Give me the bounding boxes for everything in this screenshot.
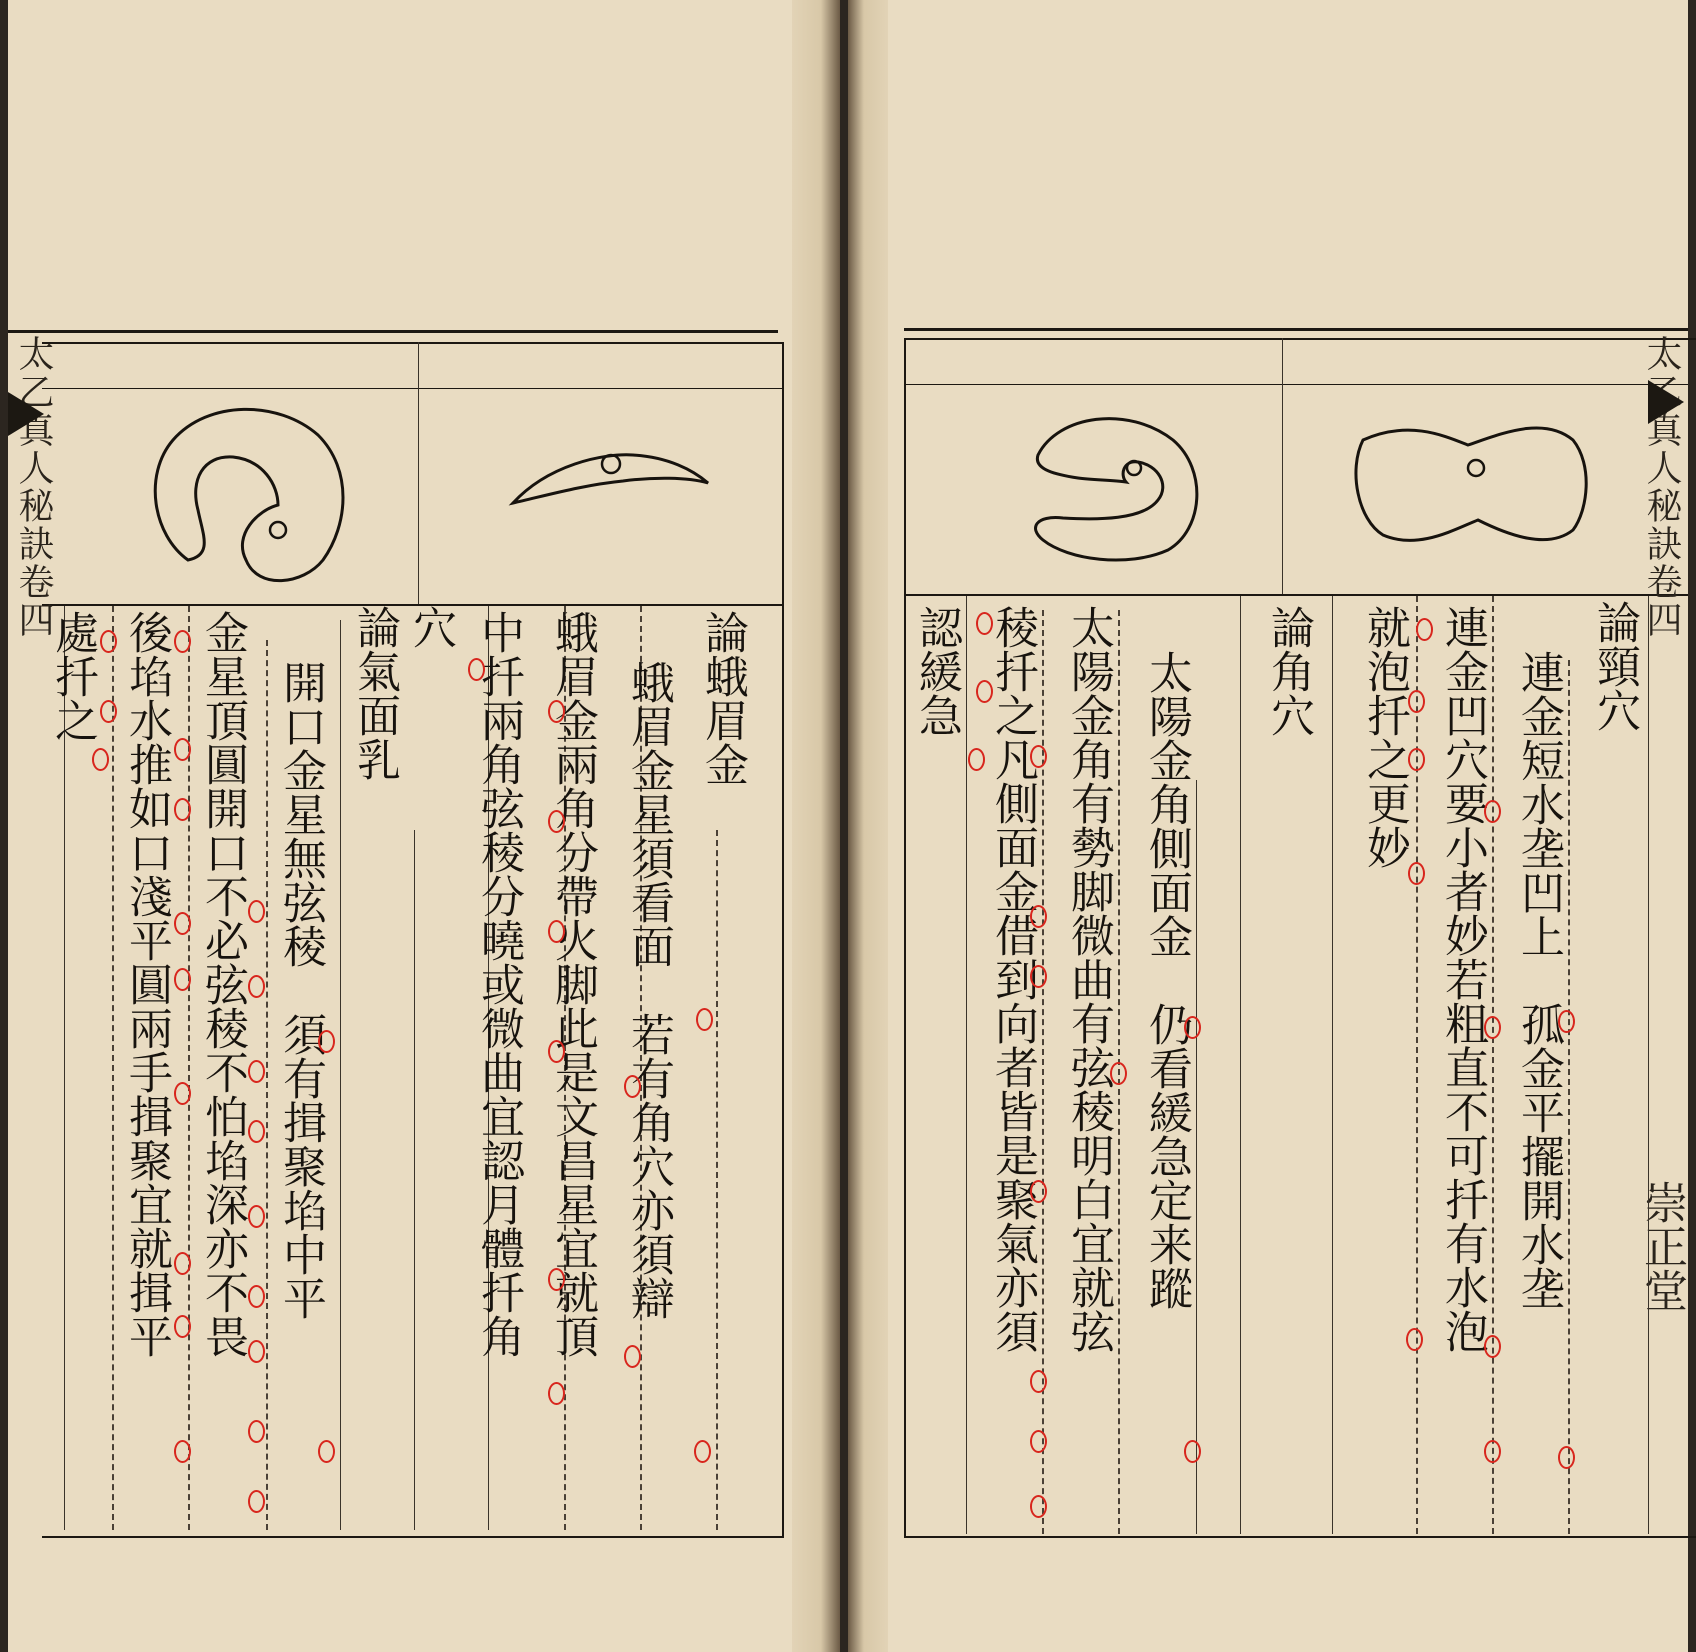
col-rule: [1416, 596, 1418, 1534]
column-title-jing: [1586, 600, 1642, 732]
column-verse: [1510, 650, 1566, 1310]
column-text: 就泡扦之更妙: [1359, 605, 1410, 869]
column-prose: [1356, 605, 1412, 869]
hook-form-diagram: [128, 395, 358, 595]
red-mark: [248, 1490, 265, 1513]
red-mark: [248, 975, 265, 998]
red-mark: [1408, 690, 1425, 713]
red-mark: [624, 1345, 641, 1368]
right-page: [848, 0, 1688, 1652]
red-mark: [100, 700, 117, 723]
red-mark: [548, 1268, 565, 1291]
col-rule: [1332, 596, 1333, 1534]
crescent-diagram: [503, 425, 713, 535]
diagram-top-rule: [904, 384, 1688, 385]
diagram-top-rule: [42, 388, 784, 389]
column-prose: [402, 605, 458, 649]
red-mark: [1030, 965, 1047, 988]
red-mark: [1558, 1446, 1575, 1469]
red-mark: [92, 748, 109, 771]
red-mark: [174, 1315, 191, 1338]
column-text: 論角穴: [1263, 605, 1314, 737]
red-mark: [548, 1382, 565, 1405]
bowtie-diagram: [1348, 410, 1598, 560]
red-mark: [248, 1120, 265, 1143]
column-text: 太陽金角有勢脚微曲有弦稜明白宜就弦: [1063, 605, 1114, 1353]
column-text: 認緩急: [911, 605, 962, 737]
red-mark: [1110, 1062, 1127, 1085]
column-prose: [1434, 605, 1490, 1353]
hook-bulb-diagram: [1008, 400, 1208, 570]
red-mark: [1484, 1335, 1501, 1358]
diagram-bottom-rule: [904, 594, 1688, 596]
col-rule: [1492, 596, 1494, 1534]
red-mark: [694, 1440, 711, 1463]
red-mark: [174, 912, 191, 935]
red-mark: [1030, 1180, 1047, 1203]
col-rule: [112, 606, 114, 1530]
red-mark: [1030, 1495, 1047, 1518]
red-mark: [1184, 1440, 1201, 1463]
red-mark: [976, 612, 993, 635]
red-mark: [624, 1075, 641, 1098]
red-mark: [976, 680, 993, 703]
col-rule: [266, 640, 268, 1530]
header-strip: 太乙真人秘訣卷四: [1641, 335, 1682, 639]
column-text: 處扦之: [47, 610, 98, 742]
red-mark: [248, 900, 265, 923]
fishtail-mark: [1648, 380, 1684, 424]
fishtail-mark: [8, 392, 44, 436]
column-text: 太陽金角側面金 仍看緩急定来蹤: [1141, 650, 1192, 1310]
diagram-divider: [1282, 338, 1283, 594]
column-prose: [1060, 605, 1116, 1353]
red-mark: [100, 630, 117, 653]
column-prose: [470, 610, 526, 1358]
red-mark: [548, 810, 565, 833]
red-mark: [174, 968, 191, 991]
column-verse: [620, 660, 676, 1320]
red-mark: [248, 1285, 265, 1308]
red-mark: [1484, 800, 1501, 823]
column-text: 開口金星無弦稜 須有揖聚埳中平: [275, 660, 326, 1320]
column-text: 穴: [405, 605, 456, 649]
red-mark: [174, 798, 191, 821]
top-rule: [904, 328, 1688, 331]
red-mark: [1416, 618, 1433, 641]
red-mark: [1030, 905, 1047, 928]
column-text: 蛾眉金兩角分帶火脚此是文昌星宜就頂: [547, 610, 598, 1358]
column-text: 論氣面乳: [349, 605, 400, 781]
red-mark: [174, 1082, 191, 1105]
column-text: 論蛾眉金: [697, 610, 748, 786]
column-text: 論頸穴: [1589, 600, 1640, 732]
column-title-jiao: [1260, 605, 1316, 737]
red-mark: [1030, 1430, 1047, 1453]
column-text: 稜扦之凡側面金借到向者皆是聚氣亦須: [987, 605, 1038, 1353]
col-rule: [716, 830, 718, 1530]
red-mark: [1030, 1370, 1047, 1393]
left-margin-title: [10, 335, 56, 639]
col-rule: [64, 606, 65, 1530]
right-page-gutter: [848, 0, 888, 1652]
header-strip: 太乙真人秘訣卷四: [13, 335, 54, 639]
column-text: 後埳水推如口淺平圓兩手揖聚宜就揖平: [121, 610, 172, 1358]
col-rule: [966, 596, 967, 1534]
red-mark: [1030, 745, 1047, 768]
red-mark: [468, 658, 485, 681]
red-mark: [174, 630, 191, 653]
red-mark: [1484, 1440, 1501, 1463]
column-prose: [908, 605, 964, 737]
red-mark: [174, 1252, 191, 1275]
column-prose: [44, 610, 100, 742]
red-mark: [248, 1060, 265, 1083]
red-mark: [248, 1420, 265, 1443]
column-text: 金星頂圓開口不必弦稜不怕埳深亦不畏: [197, 610, 248, 1358]
col-rule: [414, 830, 415, 1530]
column-prose: [194, 610, 250, 1358]
red-mark: [548, 700, 565, 723]
red-mark: [174, 738, 191, 761]
red-mark: [1558, 1010, 1575, 1033]
column-text: 連金短水垄凹上 孤金平擺開水垄: [1513, 650, 1564, 1310]
red-mark: [968, 748, 985, 771]
column-title-emei: [694, 610, 750, 786]
edge-marks: [1636, 1180, 1687, 1312]
column-prose: [118, 610, 174, 1358]
col-rule: [340, 620, 341, 1530]
red-mark: [548, 920, 565, 943]
column-verse: [272, 660, 328, 1320]
col-rule: [1240, 596, 1241, 1534]
column-text: 連金凹穴要小者妙若粗直不可扦有水泡: [1437, 605, 1488, 1353]
red-mark: [174, 1440, 191, 1463]
top-rule: [8, 330, 778, 333]
column-text: 蛾眉金星須看面 若有角穴亦須辯: [623, 660, 674, 1320]
red-mark: [248, 1205, 265, 1228]
red-mark: [1406, 1328, 1423, 1351]
red-mark: [1484, 1016, 1501, 1039]
red-mark: [318, 1440, 335, 1463]
left-page-gutter: [792, 0, 840, 1652]
column-title-qimian: [346, 605, 402, 781]
red-mark: [1184, 1016, 1201, 1039]
red-mark: [318, 1030, 335, 1053]
column-verse: [1138, 650, 1194, 1310]
col-rule: [1568, 660, 1570, 1534]
col-rule: [1196, 780, 1197, 1534]
red-mark: [696, 1008, 713, 1031]
red-mark: [1408, 748, 1425, 771]
red-mark: [248, 1340, 265, 1363]
col-rule: [1648, 596, 1649, 1534]
column-text: 中扦兩角弦稜分曉或微曲宜認月體扦角: [473, 610, 524, 1358]
edge-marks-text: 崇正堂: [1636, 1180, 1687, 1312]
red-mark: [1408, 862, 1425, 885]
red-mark: [548, 1040, 565, 1063]
left-page: [8, 0, 840, 1652]
diagram-divider: [418, 342, 419, 604]
